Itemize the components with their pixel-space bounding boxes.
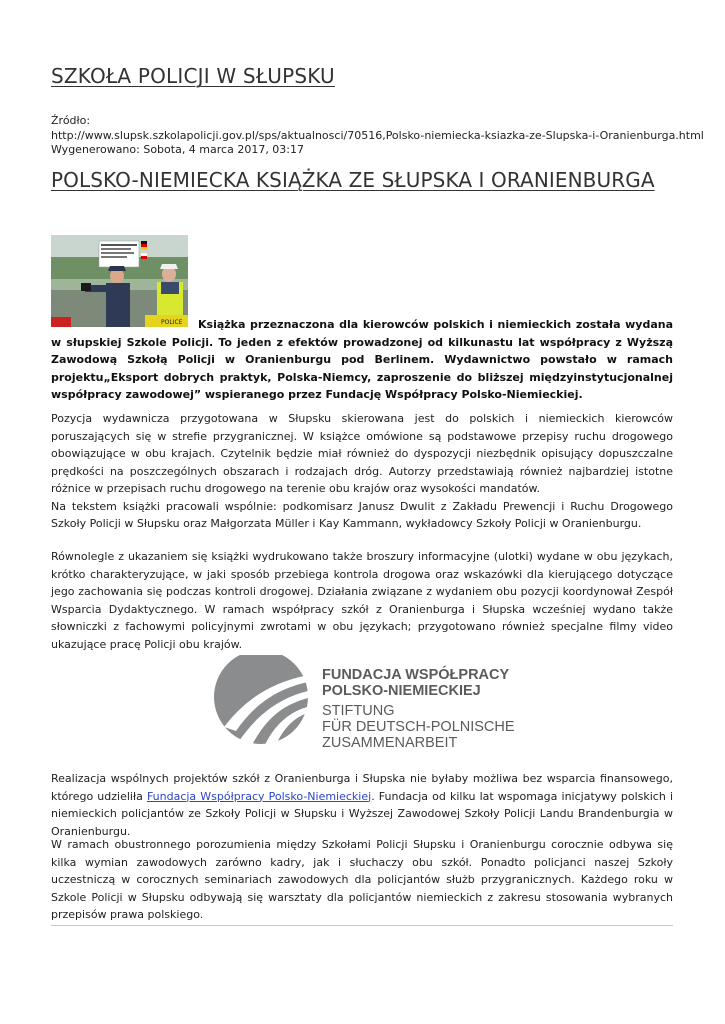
logo-line-2: POLSKO-NIEMIECKIEJ — [322, 683, 481, 699]
paragraph-1a-text: Pozycja wydawnicza przygotowana w Słupsku skierowana jest do polskich i niemieckich kierowców poruszających się w strefie przygranicznej. W książce omówione są podstawowe przepisy ruchu drogowego obowiązujące w obu krajach. Czytelnik będzie miał również do dyspozycji niezbędnik opisujący dopuszczalne prędkości na poszczególnych obszarach i rodzajach dróg. Autorzy przedstawiają również najbardziej istotne różnice w przepisach ruchu drogowego na terenie obu krajów oraz wysokości mandatów. — [51, 412, 673, 495]
logo-line-1: FUNDACJA WSPÓŁPRACY — [322, 667, 510, 683]
paragraph-4 — [51, 836, 673, 924]
police-vest-text: POLICE — [161, 319, 183, 326]
generated-date: Wygenerowano: Sobota, 4 marca 2017, 03:17 — [51, 143, 305, 156]
source-block — [51, 114, 704, 158]
paragraph-3-text-before: Realizacja wspólnych projektów szkół z Oranienburga i Słupska nie byłaby możliwa bez wsparcia finansowego, którego udzieliła — [51, 772, 673, 803]
article-title: POLSKO-NIEMIECKA KSIĄŻKA ZE SŁUPSKA I ORANIENBURGA — [51, 168, 655, 192]
foundation-logo — [214, 655, 514, 755]
logo-line-3: STIFTUNG — [322, 703, 395, 719]
paragraph-4-text: W ramach obustronnego porozumienia między Szkołami Policji Słupsku i Oranienburgu corocznie odbywa się kilka wymian zawodowych zarówno kadry, jak i słuchaczy obu szkół. Ponadto policjanci naszej Szkoły uczestniczą w corocznych seminariach zawodowych dla policjantów służb przygranicznych. Każdego roku w Szkole Policji w Słupsku odbywają się warsztaty dla policjantów niemieckich z zakresu stosowania wybranych przepisów prawa polskiego. — [51, 838, 673, 921]
foundation-logo-graphic — [214, 655, 514, 755]
paragraph-2-text: Równolegle z ukazaniem się książki wydrukowano także broszury informacyjne (ulotki) wydane w obu językach, krótko charakteryzujące, w jaki sposób przebiega kontrola drogowa oraz wskazówki dla kierującego dotyczące jego zachowania się podczas kontroli drogowej. Działania związane z wydaniem obu pozycji koordynował Zespół Wsparcia Dydaktycznego. W ramach współpracy szkół z Oranienburga i Słupska wcześniej wydano także słowniczki z fachowymi policyjnymi zwrotami w obu językach; przygotowano również specjalne filmy video ukazujące pracę Policji obu krajów. — [51, 550, 673, 651]
source-label: Źródło: — [51, 114, 91, 127]
paragraph-2 — [51, 548, 673, 653]
foundation-link[interactable]: Fundacja Współpracy Polsko-Niemieckiej — [146, 789, 372, 803]
paragraph-3-text — [51, 770, 673, 840]
site-title: SZKOŁA POLICJI W SŁUPSKU — [51, 64, 335, 88]
paragraph-1 — [51, 410, 673, 533]
paragraph-1b-text: Na tekstem książki pracowali wspólnie: podkomisarz Janusz Dwulit z Zakładu Prewencji i Ruchu Drogowego Szkoły Policji w Słupsku oraz Małgorzata Müller i Kay Kammann, wykładowcy Szkoły Policji w Oranienburgu. — [51, 499, 673, 530]
article-photo — [51, 235, 188, 327]
logo-line-5: ZUSAMMENARBEIT — [322, 735, 458, 751]
paragraph-3 — [51, 770, 673, 840]
lead-text: Książka przeznaczona dla kierowców polskich i niemieckich została wydana w słupskiej Szkole Policji. To jeden z efektów prowadzonej od kilkunastu lat współpracy z Wyższą Zawodową Szkołą Policji w Oranienburgu pod Berlinem. Wydawnictwo powstało w ramach projektu„Eksport dobrych praktyk, Polska-Niemcy, zaproszenie do bliższej międzyinstytucjonalnej współpracy zawodowej” wspieranego przez Fundację Współpracy Polsko-Niemieckiej. — [51, 318, 673, 401]
source-url: http://www.slupsk.szkolapolicji.gov.pl/sps/aktualnosci/70516,Polsko-niemiecka-ksiazka-ze-Slupska-i-Oranienburga.html — [51, 128, 704, 142]
logo-line-4: FÜR DEUTSCH-POLNISCHE — [322, 719, 514, 735]
article-lead — [51, 316, 673, 404]
police-officers-photo — [51, 235, 188, 327]
paragraph-3-text-after: . Fundacja od kilku lat wspomaga inicjatywy polskich i niemieckich policjantów ze Szkoły Policji w Słupsku i Wyższej Zawodowej Szkoły Policji Landu Brandenburgia w Oranienburgu. — [51, 789, 673, 838]
footer-divider — [51, 925, 673, 926]
